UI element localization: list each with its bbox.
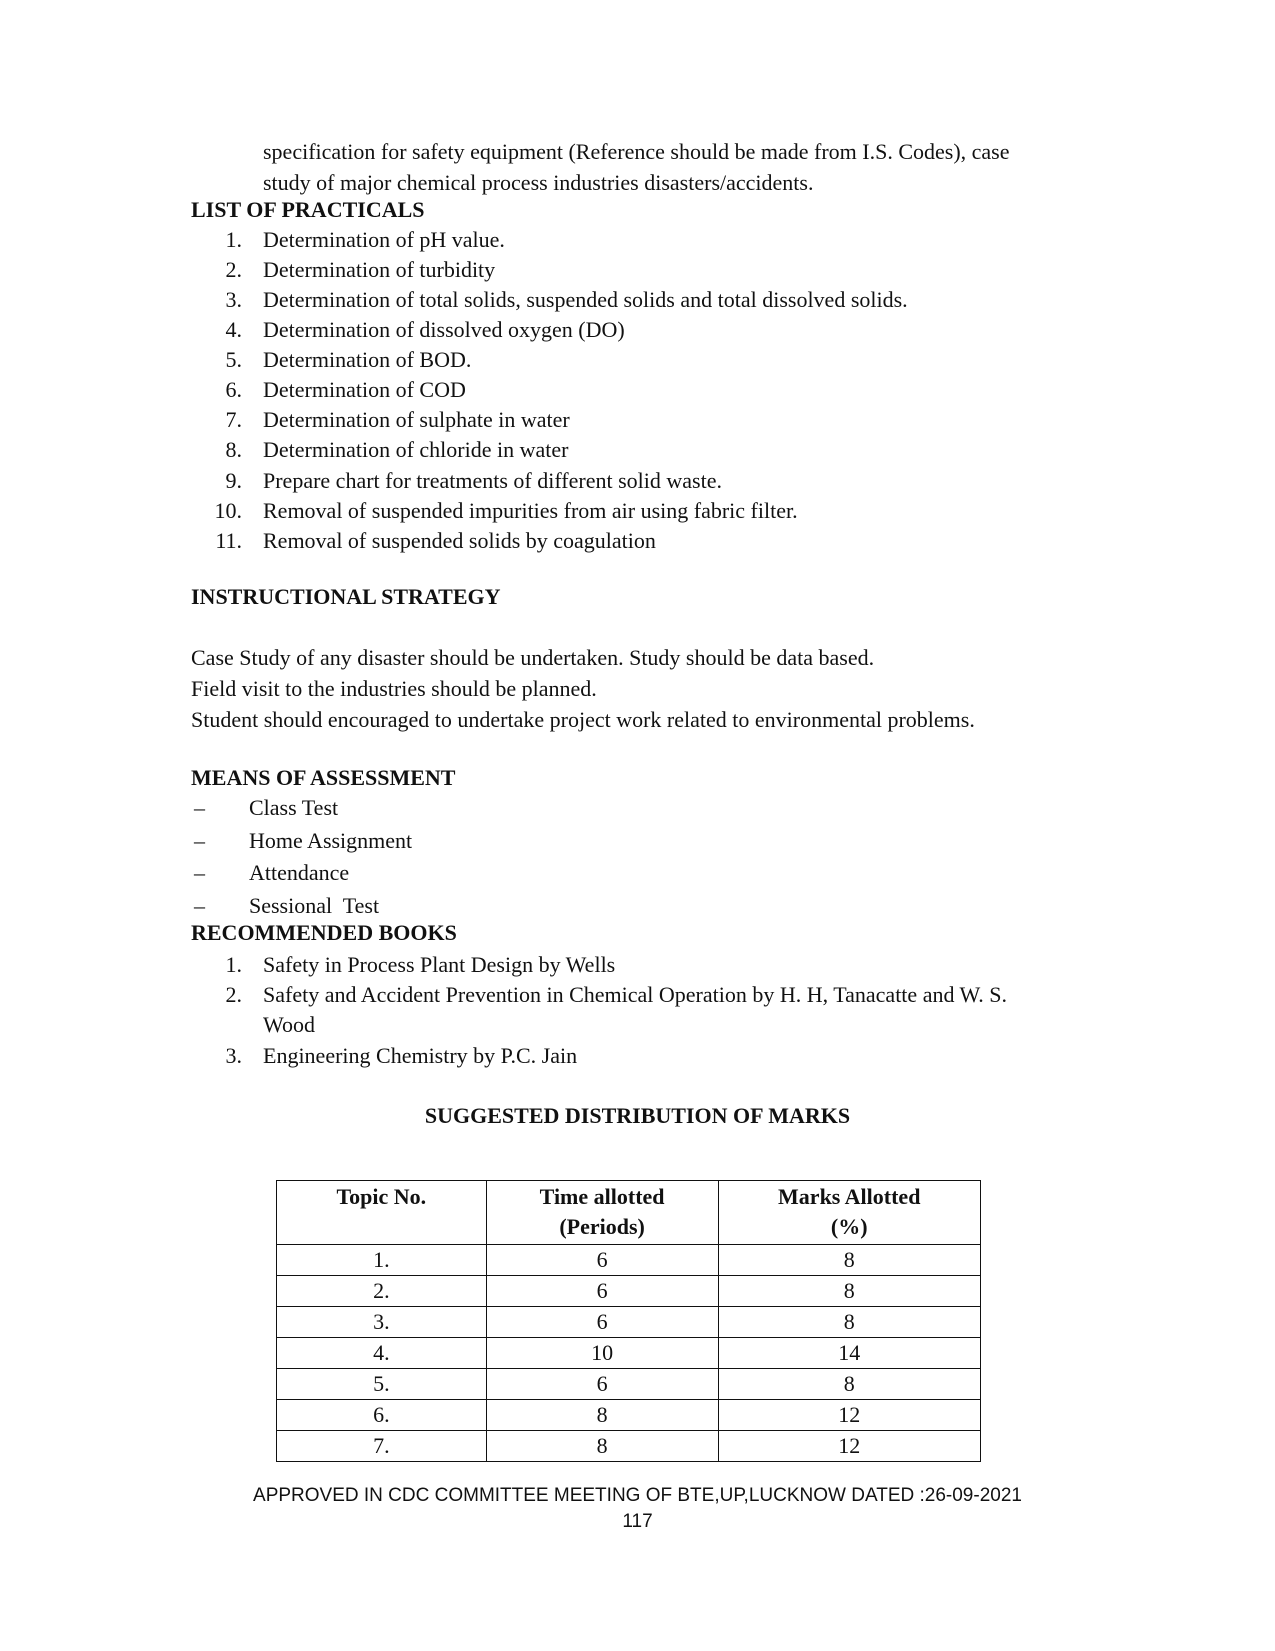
table-cell: 4. <box>277 1338 487 1369</box>
intro-line: specification for safety equipment (Reference should be made from I.S. Codes), case <box>263 139 1010 164</box>
table-cell: 5. <box>277 1369 487 1400</box>
column-header-topic <box>277 1181 487 1245</box>
list-number: 3. <box>225 287 242 312</box>
table-cell: 12 <box>718 1400 981 1431</box>
header-line: (Periods) <box>559 1214 645 1239</box>
list-text: Determination of total solids, suspended solids and total dissolved solids. <box>263 287 908 312</box>
table-cell: 8 <box>486 1431 718 1462</box>
table-row <box>277 1369 981 1400</box>
table-cell: 6 <box>486 1276 718 1307</box>
list-text: Removal of suspended impurities from air using fabric filter. <box>263 498 798 523</box>
list-text: Attendance <box>249 860 350 885</box>
list-text: Determination of COD <box>263 377 466 402</box>
dash-bullet: – <box>194 795 205 820</box>
table-cell: 2. <box>277 1276 487 1307</box>
header-line: Marks Allotted <box>778 1184 921 1209</box>
header-line: (%) <box>830 1214 868 1239</box>
list-text: Determination of turbidity <box>263 257 496 282</box>
table-row <box>277 1276 981 1307</box>
dash-bullet: – <box>194 893 205 918</box>
list-text-continued: Wood <box>263 1012 316 1037</box>
list-number: 2. <box>225 982 242 1007</box>
list-number: 7. <box>225 407 242 432</box>
list-number: 11. <box>215 528 242 553</box>
list-number: 6. <box>225 377 242 402</box>
table-cell: 6. <box>277 1400 487 1431</box>
table-cell: 8 <box>718 1276 981 1307</box>
table-cell: 3. <box>277 1307 487 1338</box>
table-row <box>277 1338 981 1369</box>
assessment-heading: MEANS OF ASSESSMENT <box>191 765 456 790</box>
list-number: 9. <box>225 468 242 493</box>
list-text: Sessional Test <box>249 893 380 918</box>
marks-table <box>276 1180 981 1462</box>
strategy-line: Field visit to the industries should be planned. <box>191 676 597 701</box>
list-text: Safety and Accident Prevention in Chemical Operation by H. H, Tanacatte and W. S. <box>263 982 1008 1007</box>
intro-line: study of major chemical process industries disasters/accidents. <box>263 170 814 195</box>
table-cell: 6 <box>486 1369 718 1400</box>
list-text: Determination of BOD. <box>263 347 472 372</box>
list-number: 3. <box>225 1043 242 1068</box>
list-text: Determination of chloride in water <box>263 437 569 462</box>
table-cell: 7. <box>277 1431 487 1462</box>
table-row <box>277 1307 981 1338</box>
strategy-line: Student should encouraged to undertake project work related to environmental problems. <box>191 707 975 732</box>
column-header-marks <box>718 1181 981 1245</box>
dash-bullet: – <box>194 860 205 885</box>
table-cell: 10 <box>486 1338 718 1369</box>
list-number: 4. <box>225 317 242 342</box>
table-cell: 8 <box>718 1307 981 1338</box>
list-number: 10. <box>214 498 242 523</box>
books-heading: RECOMMENDED BOOKS <box>191 920 457 945</box>
dash-bullet: – <box>194 828 205 853</box>
list-text: Removal of suspended solids by coagulation <box>263 528 656 553</box>
table-row <box>277 1245 981 1276</box>
strategy-heading: INSTRUCTIONAL STRATEGY <box>191 584 501 609</box>
table-cell: 14 <box>718 1338 981 1369</box>
list-number: 2. <box>225 257 242 282</box>
list-text: Home Assignment <box>249 828 413 853</box>
table-cell: 12 <box>718 1431 981 1462</box>
list-number: 5. <box>225 347 242 372</box>
table-header-row <box>277 1181 981 1245</box>
list-number: 8. <box>225 437 242 462</box>
strategy-line: Case Study of any disaster should be undertaken. Study should be data based. <box>191 645 875 670</box>
column-header-time <box>486 1181 718 1245</box>
list-text: Determination of dissolved oxygen (DO) <box>263 317 625 342</box>
practicals-heading: LIST OF PRACTICALS <box>191 197 425 222</box>
list-text: Determination of pH value. <box>263 227 505 252</box>
list-text: Class Test <box>249 795 339 820</box>
approval-footer: APPROVED IN CDC COMMITTEE MEETING OF BTE,UP,LUCKNOW DATED :26-09-2021 <box>253 1485 1022 1506</box>
table-cell: 1. <box>277 1245 487 1276</box>
table-cell: 6 <box>486 1307 718 1338</box>
table-row <box>277 1400 981 1431</box>
table-row <box>277 1431 981 1462</box>
table-cell: 6 <box>486 1245 718 1276</box>
list-number: 1. <box>225 952 242 977</box>
list-number: 1. <box>225 227 242 252</box>
list-text: Safety in Process Plant Design by Wells <box>263 952 616 977</box>
table-cell: 8 <box>486 1400 718 1431</box>
header-line: Topic No. <box>336 1184 427 1209</box>
list-text: Determination of sulphate in water <box>263 407 570 432</box>
list-text: Engineering Chemistry by P.C. Jain <box>263 1043 578 1068</box>
marks-heading: SUGGESTED DISTRIBUTION OF MARKS <box>424 1103 851 1128</box>
intro-paragraph <box>263 136 1081 198</box>
page-number: 117 <box>622 1511 653 1532</box>
list-text: Prepare chart for treatments of different solid waste. <box>263 468 722 493</box>
header-line: Time allotted <box>539 1184 665 1209</box>
table-cell: 8 <box>718 1369 981 1400</box>
table-cell: 8 <box>718 1245 981 1276</box>
